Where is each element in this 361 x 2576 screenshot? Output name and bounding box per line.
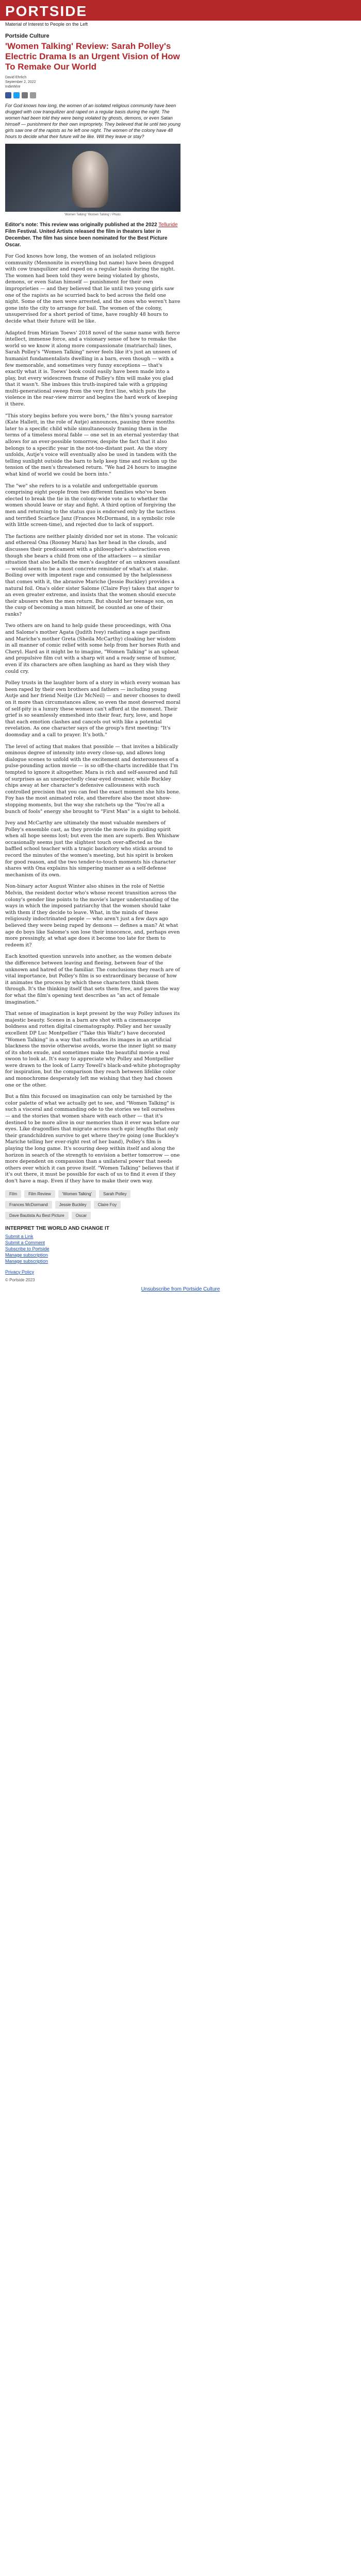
tag[interactable]: 'Women Talking' bbox=[58, 1190, 96, 1198]
source[interactable]: IndieWire bbox=[5, 85, 21, 89]
paragraph: Ivey and McCarthy are ultimately the most valuable members of Polley's ensemble cast, as they provide the movie its guiding spirit when all hope seems lost; but even the men are superb. Ben Whishaw occasionally seems just the slightest touch over-affected as the baffled school teacher with a tragic backstory who sticks around to record the minutes of the women's meeting, but his spirit is broken for good reason, and the two tender-to-touch moments his character shares with Ona explains his simpering manner as a self-defense mechanism of its own. bbox=[5, 820, 179, 878]
telluride-link[interactable]: Telluride bbox=[158, 222, 178, 228]
publish-date: September 2, 2022 bbox=[5, 80, 36, 84]
twitter-share-icon[interactable] bbox=[13, 92, 20, 98]
email-share-icon[interactable] bbox=[22, 92, 28, 98]
tag[interactable]: Dave Bautista Au Best Picture bbox=[5, 1212, 69, 1219]
paragraph: Non-binary actor August Winter also shines in the role of Nettie Melvin, the resident doctor who's whose recent transition across the colony's gender line points to the movie's larger understanding of the ways in which the imposed patriarchy that the women should take with them if they decide to leave. What, in the minds of these religiously indoctrinated people — who aren't just a few days ago believed they were being raped by demons — defines a man? At what age do boys like Salome's son lose their innocence, and, perhaps even more pressingly, at what age does it become too late for them to redeem it? bbox=[5, 884, 180, 948]
tag[interactable]: Film Review bbox=[24, 1190, 55, 1198]
editor-note-rest: . United Artists released the film in theaters later in December. The film has since been nominated for the Best Picture Oscar. bbox=[5, 229, 168, 248]
paragraph: For God knows how long, the women of an isolated religious community (Mennonite in everything but name) have been drugged with cow tranquilizer and raped on a regular basis during the night. The women had been told they were being violated by ghosts, demons, or even Satan himself — punishment for their own improprieties — and they believed that lie until two young girls saw one of the rapists as he scurried back to bed across the field one night. Some of the men were arrested, and the ones who weren't have gone into the city to arrange for bail. The women of the colony, unsupervised for a short period of time, have roughly 48 hours to decide what their future will be like. bbox=[5, 253, 180, 324]
section-label[interactable]: Portside Culture bbox=[5, 33, 50, 39]
bottom-bar bbox=[5, 1286, 356, 1292]
footer-link[interactable]: Submit a Link bbox=[5, 1233, 34, 1239]
paragraph: Polley trusts in the laughter born of a story in which every woman has been raped by their own brothers and fathers — including young Autje and her friend Neitje (Liv McNeil) — and never chooses to dwell on it more than circumstances allow, so even the most deserved moral of self-pity is a luxury these women can't afford at the moment. Their grief is so seamlessly enmeshed into their fear, fury, love, and hope that each emotion clashes and cancels out with like a potential revelation. As one character says of the group's first meeting: "It's doomsday and a call to prayer. It's both." bbox=[5, 680, 180, 738]
site-header bbox=[0, 0, 361, 21]
tag[interactable]: Sarah Polley bbox=[99, 1190, 130, 1198]
unsubscribe-link[interactable]: Unsubscribe from Portside Culture bbox=[141, 1286, 220, 1292]
tag[interactable]: Claire Foy bbox=[94, 1201, 121, 1209]
paragraph: Two others are on hand to help guide these proceedings, with Ona and Salome's mother Agata (Judith Ivey) radiating a sage pacifism and Mariche's mother Greta (Sheila McCarthy) cloaking her wisdom in all manner of comic relief with some help from her horses Ruth and Cheryl. Hard as it might be to imagine, "Women Talking" is an upbeat and propulsive film cut with a sharp wit and a ready sense of humor, even if its characters are often laughing as hard as they wish they could cry. bbox=[5, 623, 180, 674]
paragraph: The factions are neither plainly divided nor set in stone. The volcanic and ethereal Ona (Rooney Mara) has her head in the clouds, and discusses their predicament with a philosopher's abstraction even though she bears a child from one of the attackers — a similar situation that also befalls the men's daughter of an unknown assailant — would seem to be a most concrete reminder of what's at stake. Boiling over with impotent rage and consumed by the helplessness that comes with it, the abrasive Mariche (Jessie Buckley) provides a natural foil. Ona's older sister Salome (Claire Foy) takes that anger to an even greater extreme, and insists that the women should execute their abusers when the men return. But should her teenage son, on the cusp of becoming a man himself, be counted as one of their ranks? bbox=[5, 533, 180, 617]
author: David Ehrlich bbox=[5, 76, 27, 79]
article-container bbox=[0, 33, 361, 1292]
tag[interactable]: Film bbox=[5, 1190, 21, 1198]
site-footer bbox=[5, 1226, 356, 1282]
paragraph: But a film this focused on imagination can only be tarnished by the color palette of what we actually get to see, and "Women Talking" is such a visceral and commanding ode to the stories we tell ourselves — and the stories that women share with each other — that it's destined to be more alive in our memories than it ever was before our eyes. Like dragonflies that migrate across such epic lengths that only their grandchildren survive to get where they're going (one Buckley's Mariche telling her ever-right rest of her band), Polley's film is playing the long game. It's scouring deep within itself and along the horizon in search of the strength to envision a better tomorrow — one more dependent on compassion than a unilateral power that needs others over which it can prove itself. "Women Talking" believes that if it's out there, it must be possible for each of us to find it even if they don't have a map. Even if they have to make their own way. bbox=[5, 1094, 180, 1184]
tag[interactable]: Oscar bbox=[72, 1212, 91, 1219]
paragraph: That sense of imagination is kept present by the way Polley infuses its majestic beauty. Scenes in a barn are shot with a cinemascope boldness and rotten digital cinematography. Polley and her usually excellent DP Luc Montpellier ("Take this Waltz") have decorated "Women Talking" in a way that suffocates its images in an artificial blackness the movie otherwise avoids, worse the inner light so many of its shots exude, and sometimes make the beautiful movie a real swoon to look at. It's easy to appreciate why Polley and Montpellier were drawn to the look of Larry Towell's black-and-white photography for inspiration, but the comparison they reach between lifelike color and monochrome desperately left me wishing that they had chosen one or the other. bbox=[5, 1011, 180, 1088]
site-logo[interactable]: PORTSIDE bbox=[5, 3, 88, 19]
paragraph: Adapted from Miriam Toews' 2018 novel of the same name with fierce intellect, immense force, and a visionary sense of how to remake the world so we know it along more compassionate (matriarchal) lines, Sarah Polley's "Women Talking" never feels like it's just an unseen of humanist fundamentalists dwelling in a barn, even though — with a few memorable, and sometimes very funny exceptions — that's exactly what it is. Toews' book could easily have been made into a play, but every widescreen frame of Polley's film will make you glad that it wasn't. She imbues this truth-inspired tale with a gripping multi-generational sweep from the very first line, which puts the violence in the rear-view mirror and begins the hard work of keeping it there. bbox=[5, 330, 180, 408]
article-title: 'Women Talking' Review: Sarah Polley's Electric Drama Is an Urgent Vision of How To Remake Our World bbox=[5, 41, 180, 72]
paragraph: "This story begins before you were born," the film's young narrator (Kate Hallett, in the role of Autje) announces, pausing three months later to a specific child while simultaneously framing them in the terms of a timeless moral fable — one set in an eternal yesterday that allows for an ever-possible tomorrow, despite the fact that it also belongs to a specific year in the not-too-distant past. As the story unfolds, Autje's voice will eventually also be used in tandem with the telling sunlight outside the barn to help keep time and reckon up the tension of the men's threatened return. "We had 24 hours to imagine what kind of world we could be born into." bbox=[5, 413, 179, 477]
tag[interactable]: Jessie Buckley bbox=[55, 1201, 91, 1209]
tag-list bbox=[5, 1190, 180, 1219]
tag[interactable]: Frances McDormand bbox=[5, 1201, 52, 1209]
print-icon[interactable] bbox=[30, 92, 36, 98]
footer-link[interactable]: Subscribe to Portside bbox=[5, 1246, 50, 1251]
footer-link[interactable]: Manage subscription bbox=[5, 1252, 48, 1258]
footer-links bbox=[5, 1233, 356, 1264]
editor-note-bold: Editor's note: This review was originally published at the 2022 bbox=[5, 222, 157, 228]
article-lead: For God knows how long, the women of an isolated religious community have been drugged with cow tranquilizer and raped on a regular basis during the night. The women had been told they were being violated by ghosts, demons, or even Satan himself — punishment for their own impropriety. They believed that lie until two young girls saw one of the rapists as he left one night. The women of the colony have 48 hours to decide what their future will be like. Will they leave or stay? bbox=[5, 103, 180, 139]
privacy-policy-link[interactable]: Privacy Policy bbox=[5, 1269, 35, 1275]
paragraph: Each knotted question unravels into another, as the women debate the difference between leaving and fleeing, between fear of the unknown and hatred of the familiar. The conclusions they reach are of vital importance, but Polley's film is so extraordinary because of how it animates the process by which these characters think them through. It's the thinking itself that sets them free, and paves the way for what the film's opening text describes as "an act of female imagination." bbox=[5, 954, 180, 1005]
image-caption: 'Women Talking' 'Women Talking' / Photo: bbox=[64, 213, 122, 216]
footer-link[interactable]: Manage subscription bbox=[5, 1258, 48, 1264]
byline bbox=[5, 75, 356, 89]
hero-image bbox=[5, 144, 180, 212]
share-buttons bbox=[5, 92, 356, 98]
paragraph: The "we" she refers to is a volatile and unforgettable quorum comprising eight people from two different families who've been elected to break the tie in the colony-wide vote as to whether the women should leave or stay and fight. A third option of forgiving the men and returning to the status quo is endorsed only by the tactless and terrified Scarface Janz (Frances McDormand, in a symbolic role with little screen-time), and rejected due to lack of support. bbox=[5, 483, 176, 528]
paragraph: The level of acting that makes that possible — that invites a biblically ominous degree of intensity into every close-up, and allows long dialogue scenes to unfold with the excitement and dexterousness of a pulse-pounding action movie — is so off-the-charts incredible that I'm tempted to ignore it altogether. Mara is rich and self-assured and full of surprises as an unexpectedly clear-eyed dreamer, while Buckley chips away at her character's defensive callousness with such controlled precision that you can feel the exact moment she hits bone. Foy has the most animated role, and therefore also the most show-stopping moments, but the way she ratchets up the "You're all a bunch of fools" energy she brought to "First Man" is a sight to behold. bbox=[5, 743, 180, 815]
hero-figure bbox=[72, 151, 108, 208]
footer-heading: INTERPRET THE WORLD AND CHANGE IT bbox=[5, 1225, 109, 1231]
editor-note-mid: Film Festival bbox=[5, 229, 37, 234]
facebook-share-icon[interactable] bbox=[5, 92, 11, 98]
article-body bbox=[5, 253, 356, 1185]
site-tagline: Material of Interest to People on the Left bbox=[5, 22, 88, 27]
editor-note bbox=[5, 222, 180, 248]
footer-link[interactable]: Submit a Comment bbox=[5, 1240, 45, 1245]
copyright: © Portside 2023 bbox=[5, 1277, 35, 1282]
